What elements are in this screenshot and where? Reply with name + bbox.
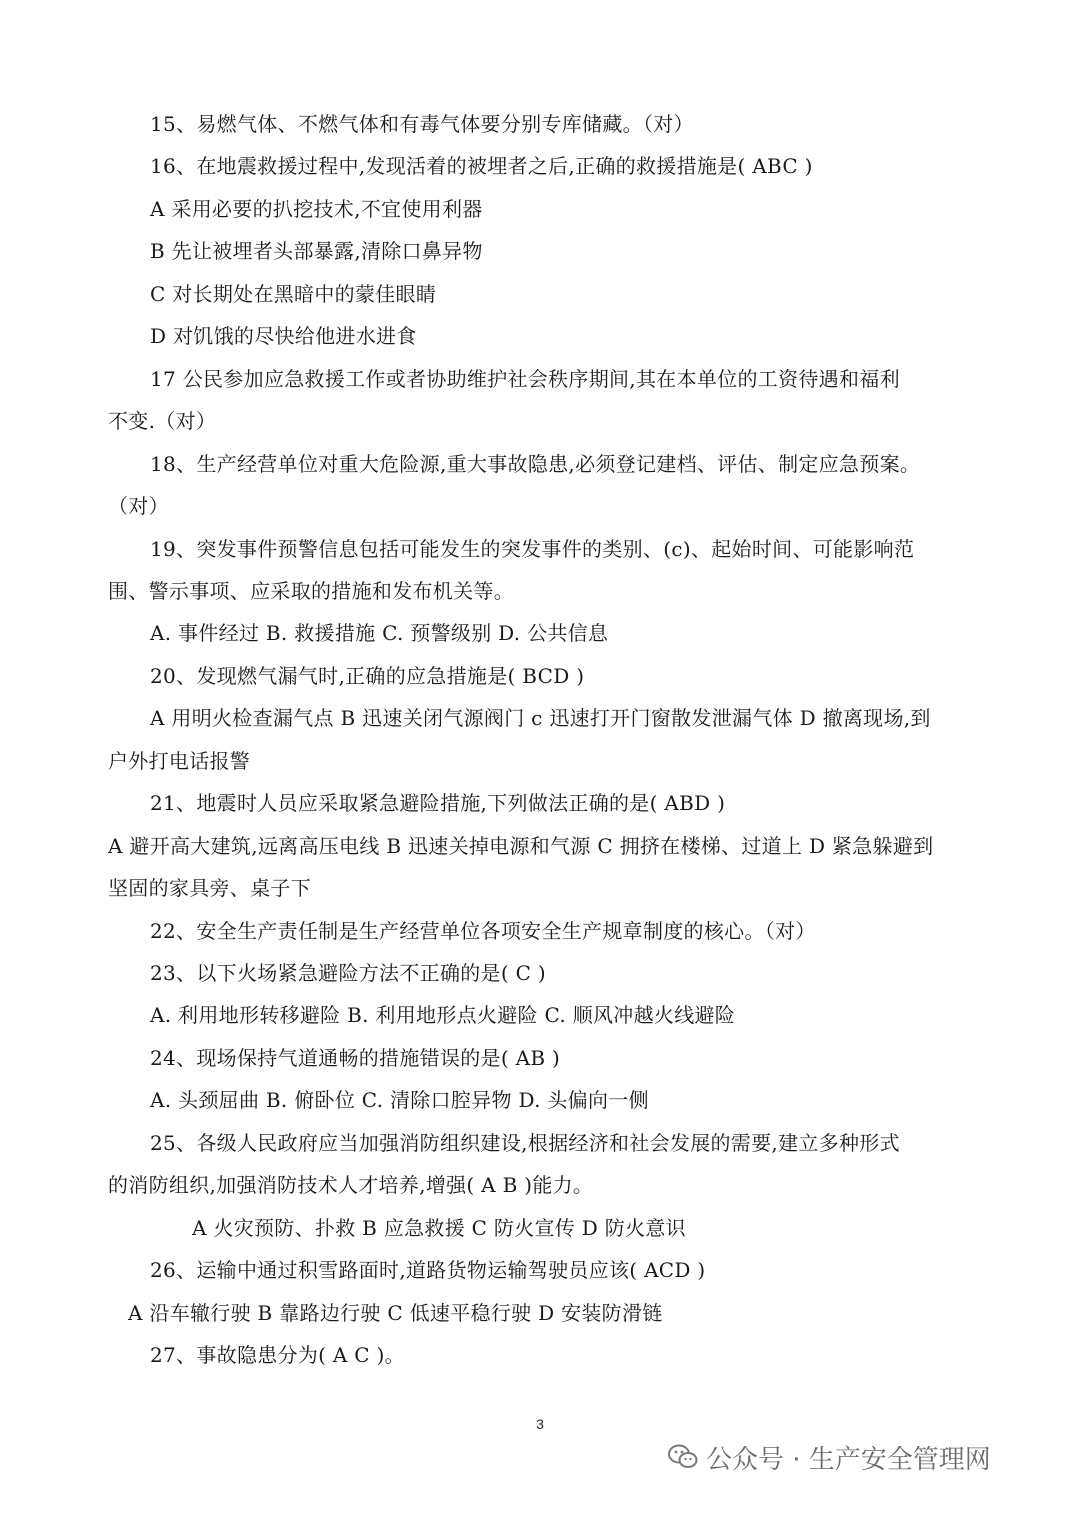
text-line: 15、易燃气体、不燃气体和有毒气体要分别专库储藏。（对） (150, 112, 694, 136)
text-line: 20、发现燃气漏气时,正确的应急措施是( BCD ) (150, 663, 585, 688)
text-line: 23、以下火场紧急避险方法不正确的是( C ) (150, 961, 546, 985)
text-line: 不变.（对） (108, 409, 217, 434)
text-line: 26、运输中通过积雪路面时,道路货物运输驾驶员应该( ACD ) (150, 1258, 706, 1283)
text-line: 25、各级人民政府应当加强消防组织建设,根据经济和社会发展的需要,建立多种形式 (150, 1130, 900, 1155)
text-line: D 对饥饿的尽快给他进水进食 (150, 324, 417, 349)
text-line: 24、现场保持气道通畅的措施错误的是( AB ) (150, 1045, 561, 1070)
text-line: A 用明火检查漏气点 B 迅速关闭气源阀门 c 迅速打开门窗散发泄漏气体 D 撤离现场,到 (150, 706, 931, 731)
text-line: A 火灾预防、扑救 B 应急救援 C 防火宣传 D 防火意识 (192, 1215, 686, 1240)
text-line: （对） (108, 494, 169, 519)
text-line: 27、事故隐患分为( A C )。 (150, 1343, 405, 1368)
text-line: 16、在地震救援过程中,发现活着的被埋者之后,正确的救援措施是( ABC ) (150, 154, 813, 179)
text-line: C 对长期处在黑暗中的蒙佳眼睛 (150, 281, 437, 306)
text-line: A. 事件经过 B. 救援措施 C. 预警级别 D. 公共信息 (150, 621, 609, 646)
text-line: 19、突发事件预警信息包括可能发生的突发事件的类别、(c)、起始时间、可能影响范 (150, 536, 915, 561)
text-line: 18、生产经营单位对重大危险源,重大事故隐患,必须登记建档、评估、制定应急预案。 (150, 451, 921, 476)
text-line: A 采用必要的扒挖技术,不宜使用利器 (150, 196, 483, 221)
text-line: A. 利用地形转移避险 B. 利用地形点火避险 C. 顺风冲越火线避险 (150, 1003, 736, 1028)
watermark-text: 公众号 · 生产安全管理网 (706, 1444, 991, 1475)
text-line: 22、安全生产责任制是生产经营单位各项安全生产规章制度的核心。（对） (150, 918, 816, 943)
watermark (668, 1437, 991, 1477)
text-line: A. 头颈屈曲 B. 俯卧位 C. 清除口腔异物 D. 头偏向一侧 (150, 1088, 649, 1113)
text-line: A 沿车辙行驶 B 靠路边行驶 C 低速平稳行驶 D 安装防滑链 (128, 1300, 663, 1325)
text-line: B 先让被埋者头部暴露,清除口鼻异物 (150, 239, 483, 264)
wechat-icon (668, 1443, 698, 1471)
text-line: 17 公民参加应急救援工作或者协助维护社会秩序期间,其在本单位的工资待遇和福利 (150, 366, 900, 391)
text-line: 的消防组织,加强消防技术人才培养,增强( A B )能力。 (108, 1173, 594, 1198)
text-line: 围、警示事项、应采取的措施和发布机关等。 (108, 578, 514, 603)
page-number: 3 (536, 1416, 544, 1432)
text-line: A 避开高大建筑,远离高压电线 B 迅速关掉电源和气源 C 拥挤在楼梯、过道上 D 紧急躲避到 (108, 833, 934, 858)
text-line: 坚固的家具旁、桌子下 (108, 876, 311, 901)
text-line: 21、地震时人员应采取紧急避险措施,下列做法正确的是( ABD ) (150, 791, 726, 816)
text-line: 户外打电话报警 (108, 748, 251, 773)
